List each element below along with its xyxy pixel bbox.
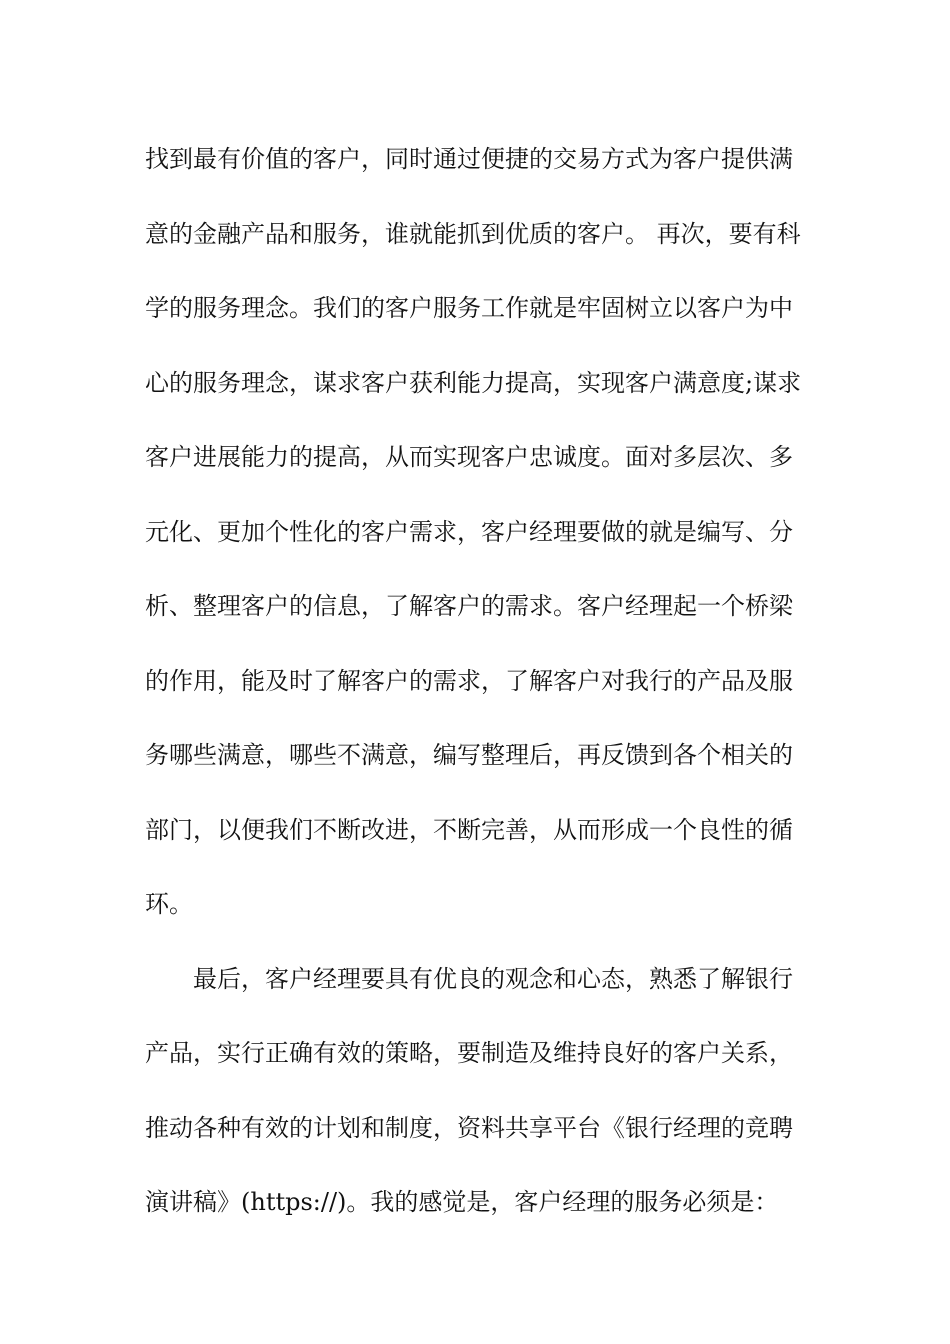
text-line: 产品，实行正确有效的策略，要制造及维持良好的客户关系，: [145, 1039, 793, 1067]
text-line: 务哪些满意，哪些不满意，编写整理后，再反馈到各个相关的: [145, 741, 793, 769]
text-line: 环。: [145, 890, 193, 918]
document-body: [145, 130, 810, 1248]
text-line: 演讲稿》(https://)。我的感觉是，客户经理的服务必须是：: [145, 1188, 779, 1216]
text-line: 析、整理客户的信息，了解客户的需求。客户经理起一个桥梁: [145, 592, 793, 620]
text-line: 意的金融产品和服务，谁就能抓到优质的客户。 再次，要有科: [145, 219, 801, 248]
text-line: 学的服务理念。我们的客户服务工作就是牢固树立以客户为中: [145, 294, 793, 322]
text-line: 找到最有价值的客户，同时通过便捷的交易方式为客户提供满: [145, 145, 793, 173]
text-line: 客户进展能力的提高，从而实现客户忠诚度。面对多层次、多: [145, 443, 793, 471]
text-line: 部门，以便我们不断改进，不断完善，从而形成一个良性的循: [145, 815, 793, 844]
paragraph-first-line: 最后，客户经理要具有优良的观念和心态，熟悉了解银行: [193, 964, 793, 993]
text-line: 心的服务理念，谋求客户获利能力提高，实现客户满意度;谋求: [145, 368, 802, 397]
text-line: 推动各种有效的计划和制度，资料共享平台《银行经理的竞聘: [145, 1113, 793, 1142]
text-line: 元化、更加个性化的客户需求，客户经理要做的就是编写、分: [145, 517, 793, 546]
text-line: 的作用，能及时了解客户的需求，了解客户对我行的产品及服: [145, 666, 793, 695]
